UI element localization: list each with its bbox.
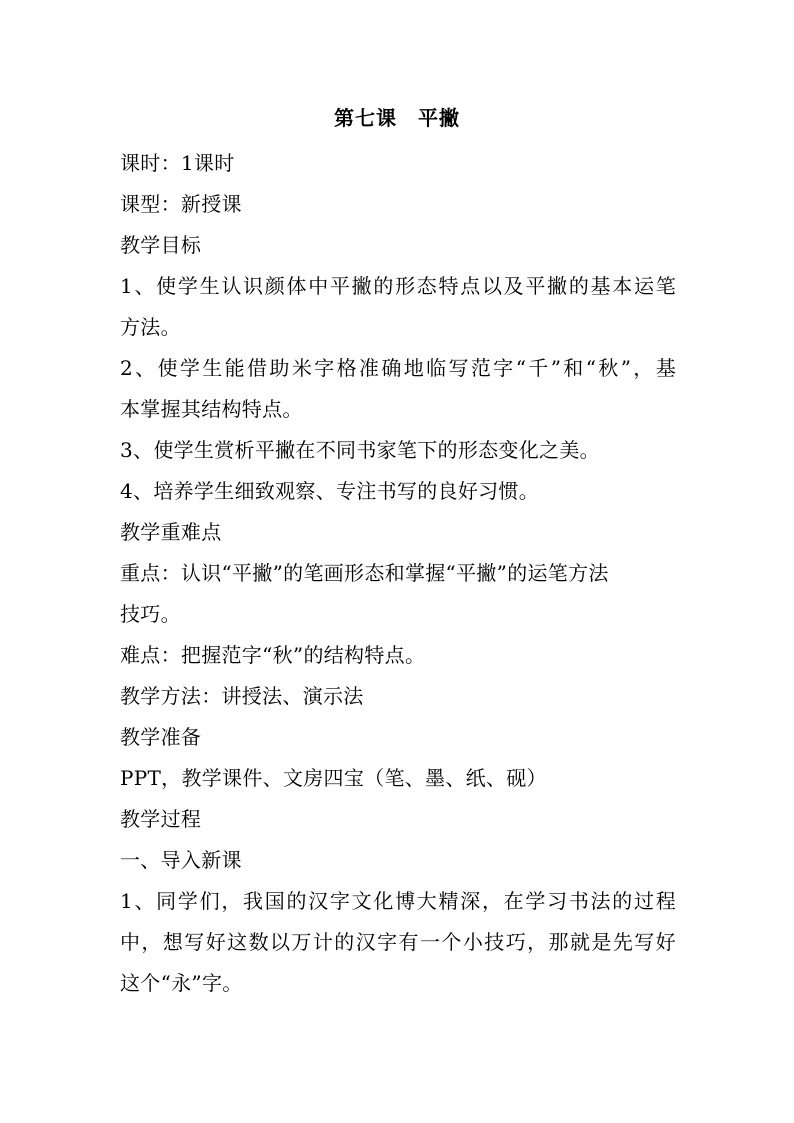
section-heading-process: 教学过程 [120, 807, 202, 831]
key-point-line-2: 技巧。 [120, 602, 181, 626]
class-hours-line: 课时：1课时 [120, 151, 235, 175]
section-heading-objectives: 教学目标 [120, 233, 202, 257]
objective-2-line-2: 本掌握其结构特点。 [120, 397, 303, 421]
lesson-title: 第七课 平撇 [334, 106, 460, 130]
section-heading-key-points: 教学重难点 [120, 520, 222, 544]
lesson-body [120, 143, 676, 1004]
objective-1-line-2: 方法。 [120, 315, 181, 339]
preparation-line: PPT，教学课件、文房四宝（笔、墨、纸、砚） [120, 766, 547, 790]
difficulty-line: 难点：把握范字“秋”的结构特点。 [120, 643, 426, 667]
process-step-1-heading: 一、导入新课 [120, 848, 242, 872]
lesson-type-line: 课型：新授课 [120, 192, 242, 216]
process-paragraph-line-2: 中，想写好这数以万计的汉字有一个小技巧，那就是先写好 [120, 930, 676, 954]
process-paragraph-line-1: 1、同学们，我国的汉字文化博大精深，在学习书法的过程 [120, 889, 676, 913]
key-point-line-1: 重点：认识“平撇”的笔画形态和掌握“平撇”的运笔方法 [120, 561, 609, 585]
objective-4-line: 4、培养学生细致观察、专注书写的良好习惯。 [120, 479, 540, 503]
objective-1-line-1: 1、使学生认识颜体中平撇的形态特点以及平撇的基本运笔 [120, 274, 676, 298]
objective-2-line-1: 2、使学生能借助米字格准确地临写范字“千”和“秋”，基 [120, 356, 676, 380]
objective-3-line: 3、使学生赏析平撇在不同书家笔下的形态变化之美。 [120, 438, 600, 462]
section-heading-preparation: 教学准备 [120, 725, 202, 749]
teaching-method-line: 教学方法：讲授法、演示法 [120, 684, 364, 708]
process-paragraph-line-3: 这个“永”字。 [120, 971, 243, 995]
